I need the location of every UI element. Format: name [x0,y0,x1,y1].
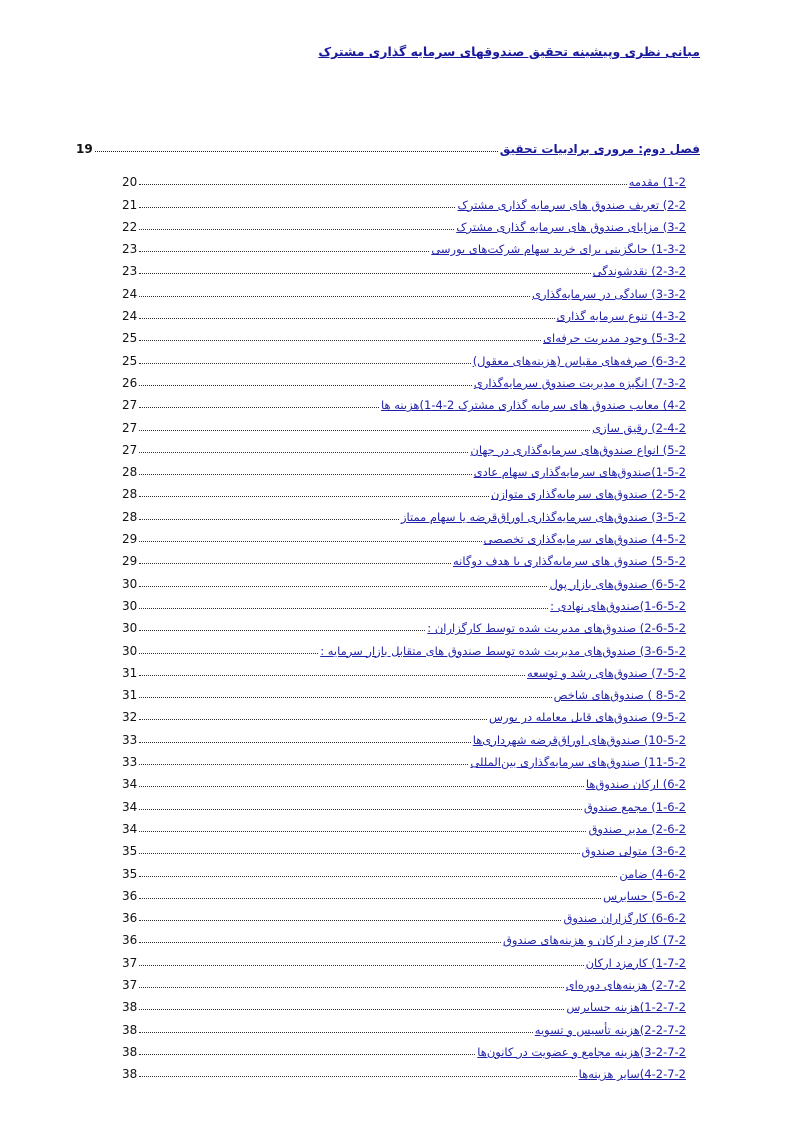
toc-entry[interactable] [122,524,686,546]
dot-leader [139,519,399,520]
dot-leader [139,541,481,542]
table-of-contents [122,167,686,1081]
toc-entry[interactable] [122,814,686,836]
dot-leader [139,965,583,966]
dot-leader [139,1009,564,1010]
toc-entry-title: 5-6-2) حسابرس [603,888,686,903]
dot-leader [139,1032,533,1033]
toc-entry-page: 35 [122,844,138,859]
dot-leader [139,273,590,274]
dot-leader [139,229,454,230]
toc-entry-title: 3-2) مزایای صندوق های سرمایه گذاری مشترک [456,219,686,234]
toc-entry-page: 34 [122,777,138,792]
dot-leader [139,831,586,832]
dot-leader [139,496,489,497]
toc-entry-title: 4-5-2) صندوق‌های سرمایه‌گذاری تخصصی [483,532,686,547]
toc-entry[interactable] [122,345,686,367]
page-header: مبانی نظری وپیشینه تحقیق صندوقهای سرمایه گذاری مشترک [318,44,700,59]
toc-entry-title: 2-4-2) رقیق سازی [592,420,686,435]
dot-leader [139,942,501,943]
toc-entry-page: 30 [122,621,138,636]
dot-leader [139,809,582,810]
toc-entry-page: 25 [122,353,138,368]
toc-entry-title: 6-6-2) کارگزاران صندوق [563,911,686,926]
toc-entry[interactable] [122,568,686,590]
toc-entry-title: 1-5-2)صندوق‌های سرمایه‌گذاری سهام عادی [473,465,686,480]
toc-entry-title: 3-5-2) صندوق‌های سرمایه‌گذاری اوراق‌قرضه یا سهام ممتاز [400,509,686,524]
dot-leader [139,430,590,431]
toc-entry[interactable] [122,390,686,412]
toc-entry-page: 27 [122,398,138,413]
dot-leader [139,452,468,453]
toc-entry-page: 30 [122,598,138,613]
dot-leader [139,474,471,475]
toc-entry[interactable] [122,189,686,211]
toc-entry[interactable] [122,613,686,635]
dot-leader [139,184,626,185]
toc-entry[interactable] [122,836,686,858]
toc-entry-title: 1-3-2) جایگزینی برای خرید سهام شرکت‌های بورسی [431,242,686,257]
dot-leader [139,318,554,319]
toc-entry[interactable] [122,212,686,234]
toc-entry-page: 21 [122,197,138,212]
toc-entry[interactable] [122,435,686,457]
toc-entry[interactable] [122,881,686,903]
toc-entry-title: 7-5-2) صندوق‌های رشد و توسعه [527,665,686,680]
toc-entry[interactable] [122,501,686,523]
toc-entry-page: 34 [122,799,138,814]
toc-entry-page: 28 [122,509,138,524]
toc-entry[interactable] [122,658,686,680]
toc-entry-page: 27 [122,442,138,457]
toc-entry-title: 4-2) معایب صندوق های سرمایه گذاری مشترک 2-4-1)هزینه ها [381,398,686,413]
toc-entry[interactable] [122,947,686,969]
toc-entry-title: 5-2) انواع صندوق‌های سرمایه‌گذاری در جهان [470,442,686,457]
toc-entry-title: 5-3-2) وجود مدیریت حرفه‌ای [543,331,686,346]
toc-entry-page: 38 [122,1044,138,1059]
toc-entry[interactable] [122,234,686,256]
toc-entry[interactable] [122,479,686,501]
dot-leader [139,697,551,698]
dot-leader [95,151,498,152]
dot-leader [139,251,429,252]
toc-entry-page: 24 [122,309,138,324]
dot-leader [139,764,468,765]
toc-entry-title: 1-6-5-2)صندوق‌های نهادی : [550,598,686,613]
toc-entry-page: 24 [122,286,138,301]
toc-entry[interactable] [122,323,686,345]
chapter-heading[interactable] [76,136,700,156]
dot-leader [139,853,579,854]
dot-leader [139,876,617,877]
toc-entry-title: 4-6-2) ضامن [619,866,686,881]
dot-leader [139,586,547,587]
dot-leader [139,786,584,787]
toc-entry[interactable] [122,278,686,300]
toc-entry-title: 2-6-2) مدیر صندوق [588,821,686,836]
toc-entry-page: 36 [122,888,138,903]
toc-entry-title: 1-2-7-2)هزینه حسابرس [566,1000,686,1015]
dot-leader [139,608,548,609]
toc-entry[interactable] [122,970,686,992]
toc-entry-title: 11-5-2) صندوق‌های سرمایه‌گذاری بین‌المللی [470,755,686,770]
dot-leader [139,563,451,564]
toc-entry-title: 7-3-2) انگیزه مدیریت صندوق سرمایه‌گذاری [473,375,686,390]
toc-entry-title: 10-5-2) صندوق‌های اوراق‌قرضه شهرداری‌ها [472,732,686,747]
toc-entry-page: 28 [122,465,138,480]
toc-entry-page: 37 [122,955,138,970]
dot-leader [139,1054,475,1055]
toc-entry-page: 26 [122,375,138,390]
toc-entry-title: 3-3-2) سادگی در سرمایه‌گذاری [532,286,686,301]
toc-entry[interactable] [122,546,686,568]
chapter-page-number: 19 [76,142,93,156]
toc-entry-title: 2-2) تعریف صندوق های سرمایه گذاری مشترک [457,197,686,212]
toc-entry-page: 36 [122,911,138,926]
toc-entry-page: 38 [122,1022,138,1037]
toc-entry-page: 31 [122,665,138,680]
toc-entry[interactable] [122,858,686,880]
toc-entry[interactable] [122,903,686,925]
toc-entry-page: 38 [122,1000,138,1015]
toc-entry-page: 31 [122,688,138,703]
dot-leader [139,385,472,386]
toc-entry-page: 22 [122,219,138,234]
toc-entry-page: 34 [122,821,138,836]
toc-entry[interactable] [122,747,686,769]
dot-leader [139,1076,576,1077]
toc-entry-page: 32 [122,710,138,725]
dot-leader [139,296,530,297]
toc-entry[interactable] [122,925,686,947]
toc-entry[interactable] [122,635,686,657]
dot-leader [139,630,425,631]
toc-entry-title: 3-2-7-2)هزینه مجامع و عضویت در کانون‌ها [477,1044,686,1059]
toc-entry[interactable] [122,301,686,323]
toc-entry-page: 27 [122,420,138,435]
toc-entry-title: 2-7-2) هزینه‌های دوره‌ای [565,977,686,992]
dot-leader [139,675,525,676]
toc-entry-page: 30 [122,643,138,658]
toc-entry-title: 1-7-2) کارمزد ارکان [585,955,686,970]
toc-entry-title: 6-3-2) صرفه‌های مقیاس (هزینه‌های معقول) [472,353,686,368]
toc-entry-page: 23 [122,242,138,257]
dot-leader [139,898,601,899]
toc-entry-title: 1-6-2) مجمع صندوق [583,799,686,814]
toc-entry-page: 33 [122,732,138,747]
toc-entry[interactable] [122,167,686,189]
toc-entry[interactable] [122,1014,686,1036]
toc-entry[interactable] [122,992,686,1014]
toc-entry-title: 2-6-5-2) صندوق‌های مدیریت شده توسط کارگزاران : [427,621,686,636]
dot-leader [139,207,455,208]
toc-entry-title: 3-6-2) متولی صندوق [581,844,686,859]
toc-entry-page: 28 [122,487,138,502]
toc-entry-title: 1-2) مقدمه [628,175,686,190]
toc-entry-title: 5-5-2) صندوق های سرمایه‌گذاری با هدف دوگانه [452,554,686,569]
dot-leader [139,920,561,921]
dot-leader [139,407,379,408]
toc-entry-title: 2-3-2) نقدشوندگی [592,264,686,279]
toc-entry-title: 3-6-5-2) صندوق‌های مدیریت شده توسط صندوق های متقابل بازار سرمایه : [320,643,686,658]
dot-leader [139,719,487,720]
toc-entry[interactable] [122,791,686,813]
toc-entry-title: 7-2) کارمزد ارکان و هزینه‌های صندوق [502,933,686,948]
toc-entry-title: 2-5-2) صندوق‌های سرمایه‌گذاری متوازن [490,487,686,502]
dot-leader [139,987,563,988]
dot-leader [139,363,470,364]
toc-entry-page: 33 [122,755,138,770]
toc-entry-page: 30 [122,576,138,591]
toc-entry-title: 4-3-2) تنوع سرمایه گذاری [556,309,686,324]
toc-entry-page: 20 [122,175,138,190]
toc-entry[interactable] [122,256,686,278]
toc-entry-page: 35 [122,866,138,881]
toc-entry-title: 6-2) ارکان صندوق‌ها [585,777,686,792]
toc-entry-title: 8-5-2 ) صندوق‌های شاخص [553,688,686,703]
chapter-title: فصل دوم: مروری برادبیات تحقیق [499,142,700,156]
toc-entry[interactable] [122,368,686,390]
toc-entry[interactable] [122,769,686,791]
toc-entry[interactable] [122,724,686,746]
toc-entry-page: 38 [122,1067,138,1082]
toc-entry-title: 4-2-7-2)سایر هزینه‌ها [578,1067,686,1082]
dot-leader [139,653,318,654]
toc-entry-title: 9-5-2) صندوق‌های قابل معامله در بورس [489,710,686,725]
toc-entry-page: 36 [122,933,138,948]
toc-entry[interactable] [122,1037,686,1059]
toc-entry[interactable] [122,412,686,434]
toc-entry-page: 29 [122,532,138,547]
toc-entry[interactable] [122,591,686,613]
toc-entry-page: 29 [122,554,138,569]
toc-entry-title: 6-5-2) صندوق‌های بازار پول [549,576,686,591]
toc-entry-title: 2-2-7-2)هزینه تأسیس و تسویه [534,1022,686,1037]
toc-entry[interactable] [122,1059,686,1081]
dot-leader [139,340,541,341]
dot-leader [139,742,470,743]
toc-entry[interactable] [122,702,686,724]
toc-entry-page: 23 [122,264,138,279]
toc-entry[interactable] [122,457,686,479]
toc-entry-page: 37 [122,977,138,992]
toc-entry[interactable] [122,680,686,702]
toc-entry-page: 25 [122,331,138,346]
